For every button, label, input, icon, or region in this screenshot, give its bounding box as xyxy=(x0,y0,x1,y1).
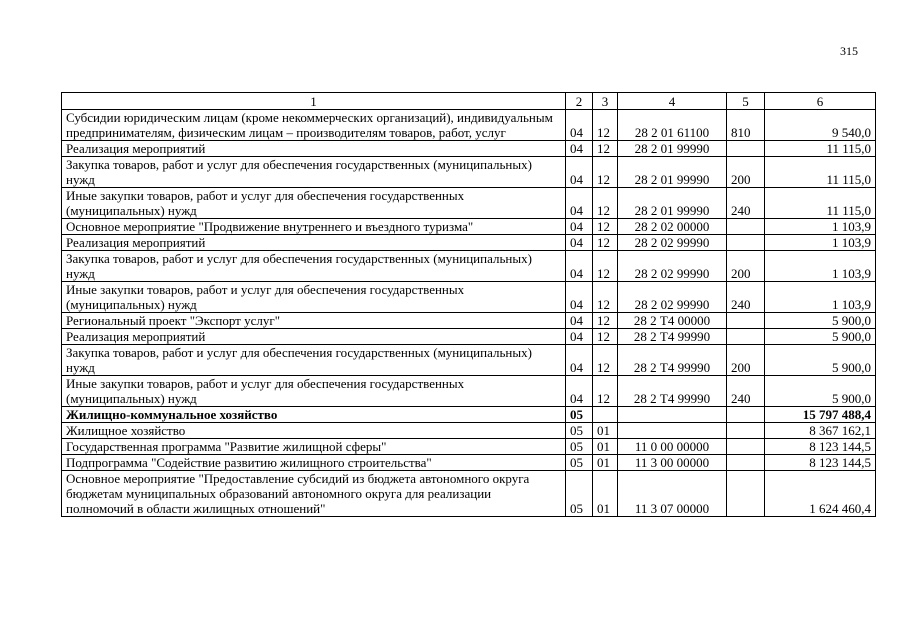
row-expense-type-cell: 200 xyxy=(727,251,765,282)
row-target-article-cell: 11 3 00 00000 xyxy=(618,455,727,471)
header-cell-6: 6 xyxy=(765,93,876,110)
row-subsection-cell: 12 xyxy=(593,329,618,345)
row-target-article-cell: 28 2 01 61100 xyxy=(618,110,727,141)
table-row xyxy=(62,235,876,251)
row-target-article-cell: 28 2 02 99990 xyxy=(618,235,727,251)
table-row xyxy=(62,313,876,329)
row-expense-type-cell: 240 xyxy=(727,188,765,219)
row-subsection-cell: 12 xyxy=(593,376,618,407)
row-section-cell: 04 xyxy=(566,235,593,251)
table-row xyxy=(62,251,876,282)
row-name-cell: Основное мероприятие "Предоставление субсидий из бюджета автономного округа бюджетам муниципальных образований автономного округа для реализации полномочий в области жилищных отношений" xyxy=(62,471,566,517)
row-section-cell: 05 xyxy=(566,455,593,471)
table-row xyxy=(62,188,876,219)
row-section-cell: 04 xyxy=(566,157,593,188)
table-body xyxy=(62,93,876,517)
row-amount-cell: 1 103,9 xyxy=(765,282,876,313)
budget-table xyxy=(61,92,876,517)
row-name-cell: Субсидии юридическим лицам (кроме некоммерческих организаций), индивидуальным предпринимателям, физическим лицам – производителям товаров, работ, услуг xyxy=(62,110,566,141)
row-expense-type-cell: 200 xyxy=(727,157,765,188)
row-name-cell: Государственная программа "Развитие жилищной сферы" xyxy=(62,439,566,455)
row-section-cell: 04 xyxy=(566,251,593,282)
row-section-cell: 04 xyxy=(566,110,593,141)
row-amount-cell: 1 103,9 xyxy=(765,235,876,251)
row-amount-cell: 8 367 162,1 xyxy=(765,423,876,439)
row-amount-cell: 11 115,0 xyxy=(765,188,876,219)
row-expense-type-cell: 200 xyxy=(727,345,765,376)
row-section-cell: 05 xyxy=(566,471,593,517)
row-subsection-cell: 01 xyxy=(593,423,618,439)
row-expense-type-cell xyxy=(727,455,765,471)
row-subsection-cell: 01 xyxy=(593,439,618,455)
row-subsection-cell: 12 xyxy=(593,235,618,251)
table-row xyxy=(62,157,876,188)
row-name-cell: Иные закупки товаров, работ и услуг для обеспечения государственных (муниципальных) нужд xyxy=(62,376,566,407)
row-subsection-cell: 12 xyxy=(593,251,618,282)
row-target-article-cell xyxy=(618,407,727,423)
row-subsection-cell: 12 xyxy=(593,313,618,329)
row-amount-cell: 8 123 144,5 xyxy=(765,439,876,455)
table-row xyxy=(62,141,876,157)
row-name-cell: Реализация мероприятий xyxy=(62,141,566,157)
row-target-article-cell: 28 2 02 99990 xyxy=(618,251,727,282)
row-expense-type-cell xyxy=(727,313,765,329)
row-subsection-cell: 12 xyxy=(593,110,618,141)
row-expense-type-cell: 810 xyxy=(727,110,765,141)
row-section-cell: 04 xyxy=(566,219,593,235)
row-name-cell: Основное мероприятие "Продвижение внутреннего и въездного туризма" xyxy=(62,219,566,235)
row-target-article-cell: 28 2 01 99990 xyxy=(618,157,727,188)
table-row xyxy=(62,110,876,141)
row-target-article-cell: 28 2 01 99990 xyxy=(618,141,727,157)
row-amount-cell: 11 115,0 xyxy=(765,141,876,157)
table-row xyxy=(62,282,876,313)
row-subsection-cell: 01 xyxy=(593,471,618,517)
row-name-cell: Жилищное хозяйство xyxy=(62,423,566,439)
row-target-article-cell: 28 2 Т4 99990 xyxy=(618,329,727,345)
row-subsection-cell: 12 xyxy=(593,188,618,219)
row-target-article-cell xyxy=(618,423,727,439)
row-name-cell: Закупка товаров, работ и услуг для обеспечения государственных (муниципальных) нужд xyxy=(62,157,566,188)
row-name-cell: Иные закупки товаров, работ и услуг для обеспечения государственных (муниципальных) нужд xyxy=(62,282,566,313)
header-cell-2: 2 xyxy=(566,93,593,110)
row-section-cell: 04 xyxy=(566,313,593,329)
row-section-cell: 04 xyxy=(566,282,593,313)
row-amount-cell: 5 900,0 xyxy=(765,376,876,407)
row-section-cell: 04 xyxy=(566,141,593,157)
row-amount-cell: 5 900,0 xyxy=(765,313,876,329)
row-target-article-cell: 28 2 01 99990 xyxy=(618,188,727,219)
table-row xyxy=(62,471,876,517)
row-section-cell: 04 xyxy=(566,188,593,219)
table-row xyxy=(62,345,876,376)
row-subsection-cell: 12 xyxy=(593,282,618,313)
row-section-cell: 04 xyxy=(566,376,593,407)
row-expense-type-cell xyxy=(727,235,765,251)
row-expense-type-cell: 240 xyxy=(727,282,765,313)
row-expense-type-cell xyxy=(727,471,765,517)
row-target-article-cell: 11 0 00 00000 xyxy=(618,439,727,455)
row-target-article-cell: 28 2 Т4 99990 xyxy=(618,345,727,376)
header-cell-1: 1 xyxy=(62,93,566,110)
row-expense-type-cell xyxy=(727,219,765,235)
row-amount-cell: 5 900,0 xyxy=(765,329,876,345)
row-subsection-cell: 12 xyxy=(593,141,618,157)
row-subsection-cell: 01 xyxy=(593,455,618,471)
row-amount-cell: 5 900,0 xyxy=(765,345,876,376)
page-number: 315 xyxy=(840,44,858,58)
row-expense-type-cell xyxy=(727,329,765,345)
row-target-article-cell: 28 2 Т4 00000 xyxy=(618,313,727,329)
row-expense-type-cell xyxy=(727,407,765,423)
row-name-cell: Закупка товаров, работ и услуг для обеспечения государственных (муниципальных) нужд xyxy=(62,345,566,376)
row-expense-type-cell: 240 xyxy=(727,376,765,407)
row-name-cell: Иные закупки товаров, работ и услуг для обеспечения государственных (муниципальных) нужд xyxy=(62,188,566,219)
row-amount-cell: 1 103,9 xyxy=(765,251,876,282)
row-section-cell: 05 xyxy=(566,407,593,423)
row-subsection-cell xyxy=(593,407,618,423)
row-subsection-cell: 12 xyxy=(593,157,618,188)
row-expense-type-cell xyxy=(727,423,765,439)
row-section-cell: 04 xyxy=(566,345,593,376)
row-amount-cell: 8 123 144,5 xyxy=(765,455,876,471)
table-row xyxy=(62,407,876,423)
header-row xyxy=(62,93,876,110)
row-amount-cell: 15 797 488,4 xyxy=(765,407,876,423)
table-row xyxy=(62,329,876,345)
table-row xyxy=(62,455,876,471)
table-row xyxy=(62,439,876,455)
row-expense-type-cell xyxy=(727,141,765,157)
table-row xyxy=(62,219,876,235)
row-section-cell: 05 xyxy=(566,423,593,439)
row-amount-cell: 1 103,9 xyxy=(765,219,876,235)
row-expense-type-cell xyxy=(727,439,765,455)
row-target-article-cell: 28 2 02 00000 xyxy=(618,219,727,235)
header-cell-3: 3 xyxy=(593,93,618,110)
row-amount-cell: 11 115,0 xyxy=(765,157,876,188)
header-cell-5: 5 xyxy=(727,93,765,110)
header-cell-4: 4 xyxy=(618,93,727,110)
row-target-article-cell: 28 2 02 99990 xyxy=(618,282,727,313)
row-name-cell: Жилищно-коммунальное хозяйство xyxy=(62,407,566,423)
row-name-cell: Региональный проект "Экспорт услуг" xyxy=(62,313,566,329)
row-target-article-cell: 11 3 07 00000 xyxy=(618,471,727,517)
row-name-cell: Реализация мероприятий xyxy=(62,329,566,345)
row-name-cell: Реализация мероприятий xyxy=(62,235,566,251)
row-target-article-cell: 28 2 Т4 99990 xyxy=(618,376,727,407)
row-subsection-cell: 12 xyxy=(593,345,618,376)
row-section-cell: 04 xyxy=(566,329,593,345)
table-row xyxy=(62,423,876,439)
row-section-cell: 05 xyxy=(566,439,593,455)
row-name-cell: Закупка товаров, работ и услуг для обеспечения государственных (муниципальных) нужд xyxy=(62,251,566,282)
table-row xyxy=(62,376,876,407)
row-amount-cell: 9 540,0 xyxy=(765,110,876,141)
row-amount-cell: 1 624 460,4 xyxy=(765,471,876,517)
row-name-cell: Подпрограмма "Содействие развитию жилищного строительства" xyxy=(62,455,566,471)
row-subsection-cell: 12 xyxy=(593,219,618,235)
